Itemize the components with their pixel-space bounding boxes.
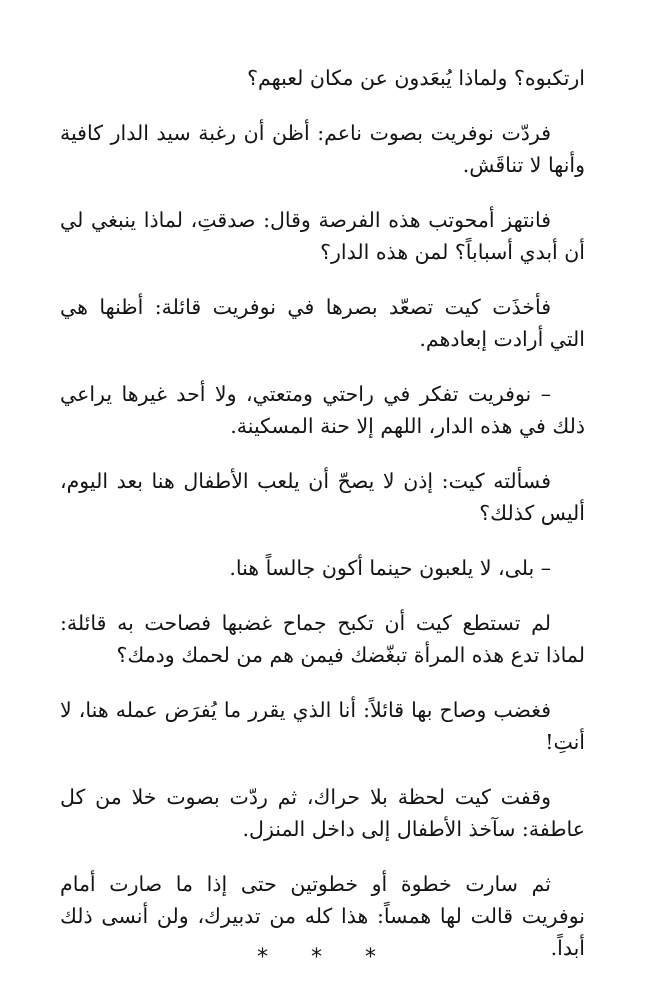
paragraph-10: وقفت كيت لحظة بلا حراك، ثم ردّت بصوت خلا من كل عاطفة: سآخذ الأطفال إلى داخل المنزل. (60, 785, 585, 841)
paragraph-3: فانتهز أمحوتب هذه الفرصة وقال: صدقتِ، لماذا ينبغي لي أن أبدي أسباباً؟ لمن هذه الدار؟ (60, 208, 585, 264)
paragraph-2: فردّت نوفريت بصوت ناعم: أظن أن رغبة سيد الدار كافية وأنها لا تناقَش. (60, 121, 585, 177)
paragraph-9: فغضب وصاح بها قائلاً: أنا الذي يقرر ما يُفرَض عمله هنا، لا أنتِ! (60, 698, 585, 754)
paragraph-8: لم تستطع كيت أن تكبح جماح غضبها فصاحت به قائلة: لماذا تدع هذه المرأة تبغّضك فيمن هم من لحمك ودمك؟ (60, 611, 585, 667)
section-separator: * * * (257, 945, 394, 970)
paragraph-6: فسألته كيت: إذن لا يصحّ أن يلعب الأطفال هنا بعد اليوم، أليس كذلك؟ (60, 469, 585, 525)
paragraph-5: – نوفريت تفكر في راحتي ومتعتي، ولا أحد غيرها يراعي ذلك في هذه الدار، اللهم إلا حنة المسكينة. (60, 382, 585, 438)
paragraph-11: ثم سارت خطوة أو خطوتين حتى إذا ما صارت أمام نوفريت قالت لها همساً: هذا كله من تدبيرك، ولن أنسى ذلك أبداً. (60, 872, 585, 960)
paragraph-7: – بلى، لا يلعبون حينما أكون جالساً هنا. (229, 556, 551, 580)
paragraph-1: ارتكبوه؟ ولماذا يُبعَدون عن مكان لعبهم؟ (247, 66, 585, 90)
document-body (60, 62, 585, 987)
paragraph-4: فأخذَت كيت تصعّد بصرها في نوفريت قائلة: أظنها هي التي أرادت إبعادهم. (60, 295, 585, 351)
